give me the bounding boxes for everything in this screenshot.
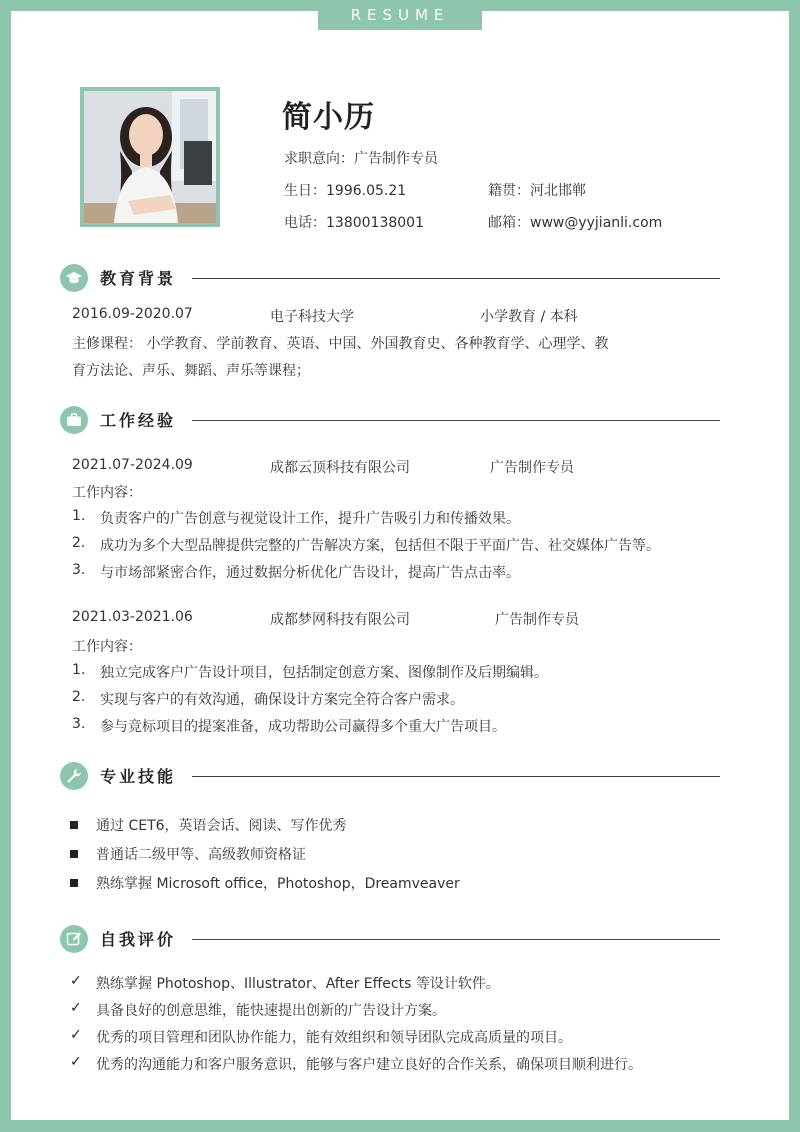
self-eval-item: 优秀的沟通能力和客户服务意识，能够与客户建立良好的合作关系，确保项目顺利进行。	[96, 1057, 642, 1073]
list-number: 3.	[72, 562, 86, 578]
list-item: 负责客户的广告创意与视觉设计工作，提升广告吸引力和传播效果。	[100, 511, 520, 527]
list-number: 1.	[72, 662, 86, 678]
edu-courses: 主修课程： 小学教育、学前教育、英语、中国、外国教育史、各种教育学、心理学、教	[72, 336, 609, 352]
edu-courses-cont: 育方法论、声乐、舞蹈、声乐等课程；	[72, 363, 310, 379]
job-content-label: 工作内容：	[72, 639, 142, 655]
skill-item: 通过 CET6，英语会话、阅读、写作优秀	[96, 818, 347, 834]
check-icon: ✓	[70, 1000, 82, 1016]
resume-tab: RESUME	[318, 0, 482, 30]
list-item: 参与竞标项目的提案准备，成功帮助公司赢得多个重大广告项目。	[100, 719, 506, 735]
phone: 电话：13800138001	[284, 215, 424, 231]
email: 邮箱：www@yyjianli.com	[488, 215, 663, 231]
self-eval-section-header	[60, 925, 720, 953]
section-divider	[192, 939, 720, 940]
profile-photo	[80, 87, 220, 227]
bullet-square	[70, 850, 78, 858]
section-divider	[192, 278, 720, 279]
job-company: 成都梦网科技有限公司	[270, 612, 410, 628]
birth-date: 生日：1996.05.21	[284, 183, 407, 199]
section-title: 工作经验	[100, 411, 177, 430]
edit-icon	[60, 925, 88, 953]
edu-period: 2016.09-2020.07	[72, 306, 193, 322]
list-number: 2.	[72, 535, 86, 551]
bullet-square	[70, 821, 78, 829]
skills-section-header	[60, 762, 720, 790]
list-number: 3.	[72, 716, 86, 732]
job-content-label: 工作内容：	[72, 485, 142, 501]
skill-item: 熟练掌握 Microsoft office，Photoshop，Dreamveaver	[96, 876, 460, 892]
list-item: 与市场部紧密合作，通过数据分析优化广告设计，提高广告点击率。	[100, 565, 520, 581]
graduation-cap-icon	[60, 264, 88, 292]
section-divider	[192, 776, 720, 777]
list-item: 实现与客户的有效沟通，确保设计方案完全符合客户需求。	[100, 692, 464, 708]
section-title: 自我评价	[100, 930, 177, 949]
edu-major: 小学教育 / 本科	[480, 309, 578, 325]
wrench-icon	[60, 762, 88, 790]
self-eval-item: 具备良好的创意思维，能快速提出创新的广告设计方案。	[96, 1003, 446, 1019]
education-section-header	[60, 264, 720, 292]
check-icon: ✓	[70, 973, 82, 989]
job-role: 广告制作专员	[495, 612, 579, 628]
check-icon: ✓	[70, 1054, 82, 1070]
list-number: 2.	[72, 689, 86, 705]
self-eval-item: 熟练掌握 Photoshop、Illustrator、After Effects 等设计软件。	[96, 976, 500, 992]
job-role: 广告制作专员	[490, 460, 574, 476]
list-item: 成功为多个大型品牌提供完整的广告解决方案，包括但不限于平面广告、社交媒体广告等。	[100, 538, 660, 554]
candidate-name: 简小历	[282, 100, 375, 135]
list-item: 独立完成客户广告设计项目，包括制定创意方案、图像制作及后期编辑。	[100, 665, 548, 681]
bullet-square	[70, 879, 78, 887]
job-intent: 求职意向：广告制作专员	[284, 151, 438, 167]
job-company: 成都云顶科技有限公司	[270, 460, 410, 476]
portrait-image	[84, 91, 216, 223]
section-title: 专业技能	[100, 767, 177, 786]
self-eval-item: 优秀的项目管理和团队协作能力，能有效组织和领导团队完成高质量的项目。	[96, 1030, 572, 1046]
job-period: 2021.07-2024.09	[72, 457, 193, 473]
section-divider	[192, 420, 720, 421]
skill-item: 普通话二级甲等、高级教师资格证	[96, 847, 306, 863]
briefcase-icon	[60, 406, 88, 434]
edu-school: 电子科技大学	[270, 309, 354, 325]
job-period: 2021.03-2021.06	[72, 609, 193, 625]
work-section-header	[60, 406, 720, 434]
hometown: 籍贯：河北邯郸	[488, 183, 586, 199]
check-icon: ✓	[70, 1027, 82, 1043]
section-title: 教育背景	[100, 269, 177, 288]
list-number: 1.	[72, 508, 86, 524]
